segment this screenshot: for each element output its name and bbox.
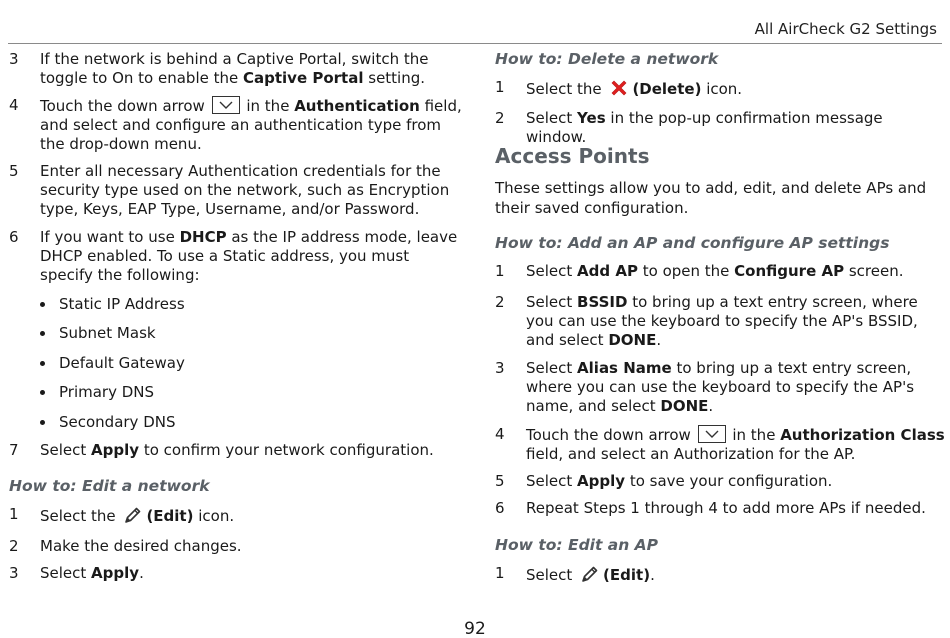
howto-heading: How to: Edit a network (9, 477, 210, 495)
step-text: Select Alias Name to bring up a text entry screen, where you can use the keyboard to specify the AP's name, and select DONE. (526, 359, 915, 415)
step-number: 4 (495, 425, 505, 443)
page-number: 92 (464, 619, 486, 638)
step-number: 5 (9, 162, 19, 180)
step-text: Select Apply to save your configuration. (526, 472, 833, 490)
bullet-icon (40, 390, 45, 395)
step-number: 3 (495, 359, 505, 377)
bullet-icon (40, 361, 45, 366)
running-header: All AirCheck G2 Settings (754, 20, 937, 38)
step-text: If the network is behind a Captive Portal, switch the toggle to On to enable the Captive Portal setting. (40, 50, 429, 87)
step-text: Touch the down arrow in the Authentication field, and select and configure an authentication type from the drop-down menu. (40, 97, 462, 153)
step-number: 2 (495, 109, 505, 127)
step-text: Select the (Edit) icon. (40, 505, 465, 530)
howto-heading: How to: Delete a network (495, 50, 719, 68)
step-text: Select (Edit). (526, 564, 947, 589)
header-divider (8, 43, 942, 44)
step-number: 6 (9, 228, 19, 246)
red-x-icon (609, 78, 629, 103)
step-number: 2 (9, 537, 19, 555)
section-intro: These settings allow you to add, edit, and delete APs and their saved configuration. (495, 179, 927, 217)
step-text: Select the (Delete) icon. (526, 78, 947, 103)
howto-heading: How to: Add an AP and configure AP settings (495, 234, 890, 252)
step-text: If you want to use DHCP as the IP address mode, leave DHCP enabled. To use a Static address, you must specify the following: (40, 228, 458, 284)
step-text: Make the desired changes. (40, 537, 242, 555)
step-text: Select BSSID to bring up a text entry screen, where you can use the keyboard to specify the AP's BSSID, and select DONE. (526, 293, 918, 349)
step-number: 1 (9, 505, 19, 523)
howto-heading: How to: Edit an AP (495, 536, 659, 554)
step-text: Repeat Steps 1 through 4 to add more APs if needed. (526, 499, 926, 517)
chevron-down-icon (212, 96, 240, 114)
step-text: Enter all necessary Authentication credentials for the security type used on the network, such as Encryption type, Keys, EAP Type, Username, and/or Password. (40, 162, 450, 218)
step-number: 1 (495, 564, 505, 582)
step-text: Select Apply. (40, 564, 144, 582)
step-number: 3 (9, 50, 19, 68)
step-number: 3 (9, 564, 19, 582)
bullet-icon (40, 302, 45, 307)
step-number: 1 (495, 262, 505, 280)
step-number: 1 (495, 78, 505, 96)
step-number: 4 (9, 96, 19, 114)
pencil-icon (580, 564, 600, 589)
pencil-icon (123, 505, 143, 530)
step-number: 5 (495, 472, 505, 490)
bullet-icon (40, 420, 45, 425)
step-number: 2 (495, 293, 505, 311)
chevron-down-icon (698, 425, 726, 443)
bullet-icon (40, 331, 45, 336)
section-title: Access Points (495, 144, 650, 168)
step-text: Select Apply to confirm your network configuration. (40, 441, 434, 459)
step-text: Touch the down arrow in the Authorization Class field, and select an Authorization for the AP. (526, 426, 945, 463)
step-number: 6 (495, 499, 505, 517)
step-text: Select Yes in the pop-up confirmation message window. (526, 109, 883, 146)
step-text: Select Add AP to open the Configure AP screen. (526, 262, 904, 280)
step-number: 7 (9, 441, 19, 459)
